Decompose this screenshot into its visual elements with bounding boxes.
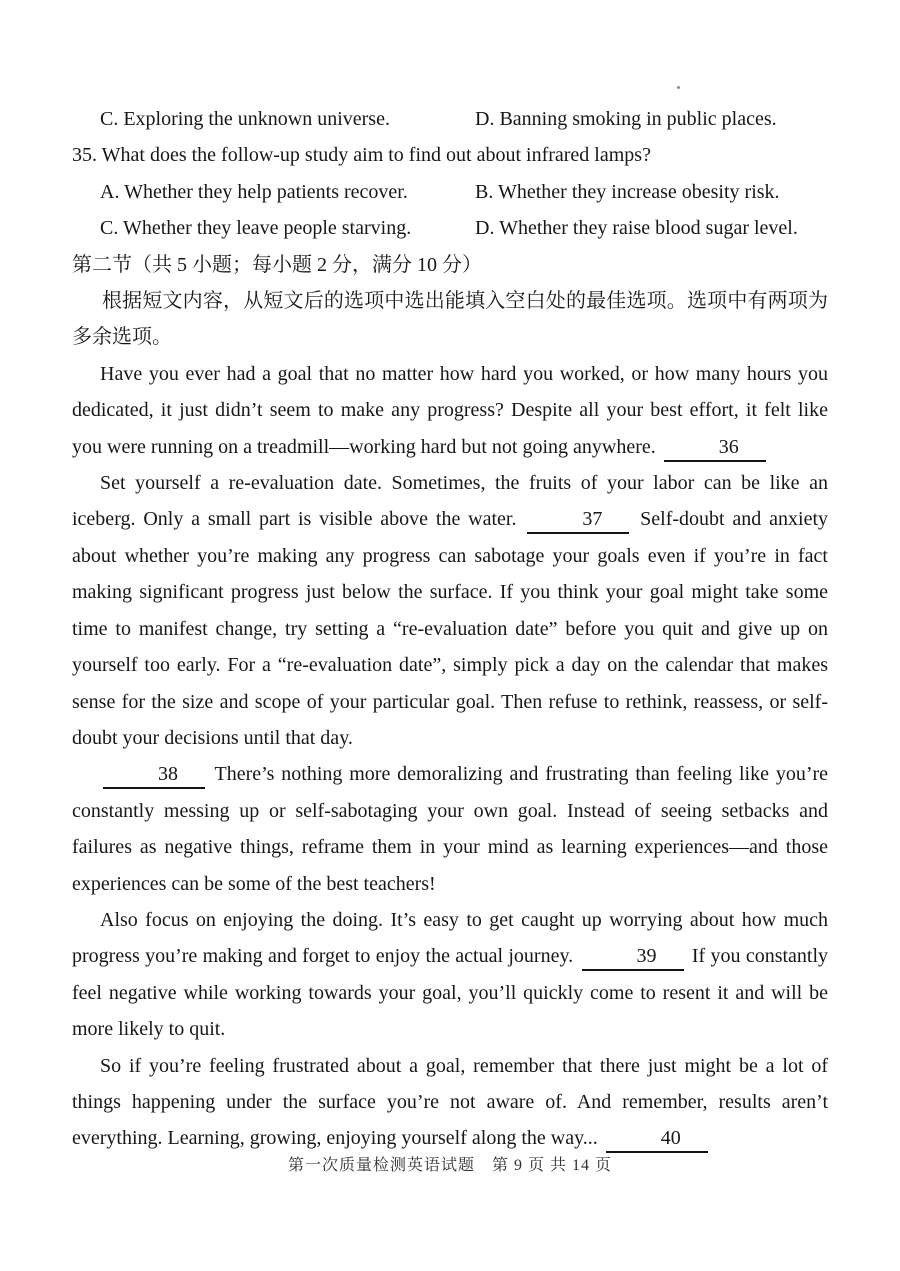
- scan-artifact-dot: [677, 86, 680, 89]
- question-34-options-row-cd: [72, 101, 828, 137]
- blank-40: 40: [606, 1125, 708, 1153]
- passage-paragraph-4: [72, 902, 828, 1048]
- question-35-option-d: D. Whether they raise blood sugar level.: [475, 217, 798, 240]
- section-2-heading: 第二节（共 5 小题；每小题 2 分，满分 10 分）: [72, 253, 482, 276]
- page-content: [72, 101, 828, 1157]
- blank-36: 36: [664, 434, 766, 462]
- question-35-option-c: C. Whether they leave people starving.: [100, 217, 412, 240]
- paragraph-1-text: Have you ever had a goal that no matter how hard you worked, or how many hours you dedicated, it just didn’t seem to make any progress? Despite all your best effort, it felt like you were running on a treadmill—working hard but not going anywhere.: [72, 362, 828, 458]
- question-34-option-d: D. Banning smoking in public places.: [475, 108, 777, 130]
- paragraph-3-text-after: There’s nothing more demoralizing and frustrating than feeling like you’re constantly messing up or self-sabotaging your own goal. Instead of seeing setbacks and failures as negative things, reframe them in your mind as learning experiences—and those experiences can be some of the best teachers!: [72, 763, 829, 895]
- question-35-option-a: A. Whether they help patients recover.: [100, 180, 408, 203]
- question-35-options-row-cd: [72, 210, 828, 246]
- question-35-stem: 35. What does the follow-up study aim to find out about infrared lamps?: [72, 144, 651, 167]
- section-2-instruction: 根据短文内容，从短文后的选项中选出能填入空白处的最佳选项。选项中有两项为多余选项。: [72, 290, 828, 349]
- passage-paragraph-5: [72, 1048, 828, 1157]
- question-35-option-b: B. Whether they increase obesity risk.: [475, 180, 780, 203]
- passage-paragraph-2: [72, 465, 828, 756]
- blank-37: 37: [527, 506, 629, 534]
- paragraph-2-text-after: Self-doubt and anxiety about whether you’re making any progress can sabotage your goals even if you’re in fact making significant progress just below the surface. If you think your goal might take some time to manifest change, try setting a “re-evaluation date” before you quit and give up on yourself too early. For a “re-evaluation date”, simply pick a day on the calendar that makes sense for the size and scope of your particular goal. Then refuse to rethink, reassess, or self-doubt your decisions until that day.: [72, 508, 829, 749]
- paragraph-4-text-after: If you constantly feel negative while working towards your goal, you’ll quickly come to resent it and will be more likely to quit.: [72, 945, 829, 1041]
- paragraph-5-text-before: So if you’re feeling frustrated about a goal, remember that there just might be a lot of things happening under the surface you’re not aware of. And remember, results aren’t everything. Learning, growing, enjoying yourself along the way...: [72, 1054, 828, 1150]
- paragraph-4-text-before: Also focus on enjoying the doing. It’s easy to get caught up worrying about how much progress you’re making and forget to enjoy the actual journey.: [72, 908, 828, 968]
- blank-39: 39: [582, 943, 684, 971]
- paragraph-2-text-before: Set yourself a re-evaluation date. Sometimes, the fruits of your labor can be like an iceberg. Only a small part is visible above the water.: [72, 472, 828, 531]
- passage-paragraph-3: [72, 756, 828, 902]
- blank-38: 38: [103, 761, 205, 789]
- page-footer: 第一次质量检测英语试题 第 9 页 共 14 页: [287, 1157, 612, 1174]
- question-34-option-c: C. Exploring the unknown universe.: [100, 108, 390, 130]
- passage-paragraph-1: [72, 356, 828, 465]
- question-35-options-row-ab: [72, 174, 828, 210]
